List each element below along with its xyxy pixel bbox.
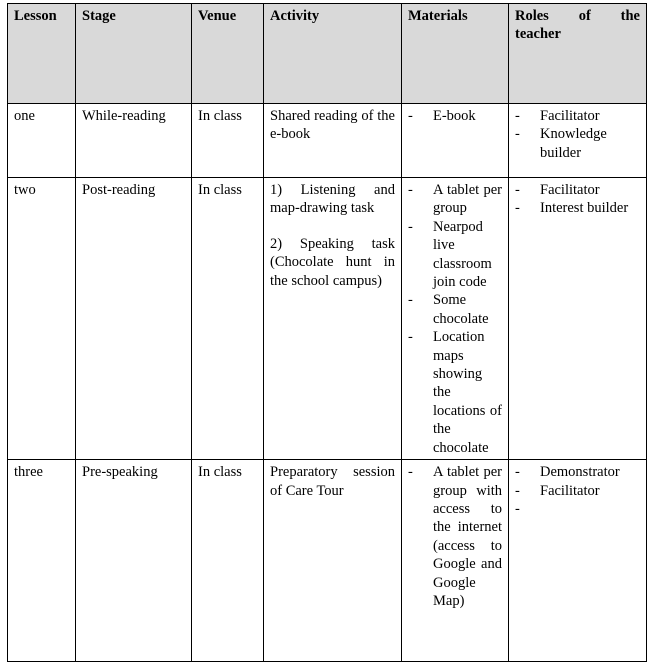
activity-item: Shared reading of the e-book	[270, 108, 395, 143]
cell-activity	[264, 460, 402, 662]
header-stage: Stage	[76, 4, 192, 104]
lesson-plan-table	[7, 3, 647, 662]
material-item: - A tablet per group with access to the internet (access to Google and Google Map)	[408, 463, 502, 610]
role-item: - Facilitator	[515, 107, 640, 125]
cell-activity	[264, 178, 402, 460]
cell-venue: In class	[192, 460, 264, 662]
cell-stage: While-reading	[76, 104, 192, 178]
cell-roles	[509, 178, 647, 460]
header-roles	[509, 4, 647, 104]
activity-item: 1) Listening and map-drawing task	[270, 182, 395, 217]
role-item: - Knowledge builder	[515, 125, 640, 162]
role-item	[515, 500, 640, 518]
material-item: - Location maps showing the locations of the chocolate	[408, 328, 502, 457]
cell-activity	[264, 104, 402, 178]
activity-item: 2) Speaking task (Chocolate hunt in the school campus)	[270, 235, 395, 289]
cell-materials	[402, 460, 509, 662]
table-row-lesson-two	[8, 178, 647, 460]
cell-materials	[402, 104, 509, 178]
header-venue: Venue	[192, 4, 264, 104]
material-item: - A tablet per group	[408, 181, 502, 218]
header-roles-word-3: the	[620, 8, 640, 24]
role-item: - Interest builder	[515, 199, 640, 217]
cell-stage: Pre-speaking	[76, 460, 192, 662]
cell-lesson: three	[8, 460, 76, 662]
material-item: - E-book	[408, 107, 502, 125]
table-row-lesson-three	[8, 460, 647, 662]
material-item: - Nearpod live classroom join code	[408, 218, 502, 292]
activity-item: Preparatory session of Care Tour	[270, 464, 395, 499]
role-item: - Demonstrator	[515, 463, 640, 481]
cell-roles	[509, 460, 647, 662]
role-item: - Facilitator	[515, 482, 640, 500]
material-item: - Some chocolate	[408, 291, 502, 328]
header-roles-word-2: of	[578, 8, 591, 24]
header-activity: Activity	[264, 4, 402, 104]
cell-roles	[509, 104, 647, 178]
header-roles-word-1: Roles	[515, 8, 549, 24]
cell-lesson: two	[8, 178, 76, 460]
header-lesson: Lesson	[8, 4, 76, 104]
header-roles-line-2: teacher	[515, 26, 561, 43]
cell-lesson: one	[8, 104, 76, 178]
cell-venue: In class	[192, 104, 264, 178]
header-materials: Materials	[402, 4, 509, 104]
cell-venue: In class	[192, 178, 264, 460]
cell-stage: Post-reading	[76, 178, 192, 460]
table-row-lesson-one	[8, 104, 647, 178]
header-row	[8, 4, 647, 104]
cell-materials	[402, 178, 509, 460]
role-item: - Facilitator	[515, 181, 640, 199]
